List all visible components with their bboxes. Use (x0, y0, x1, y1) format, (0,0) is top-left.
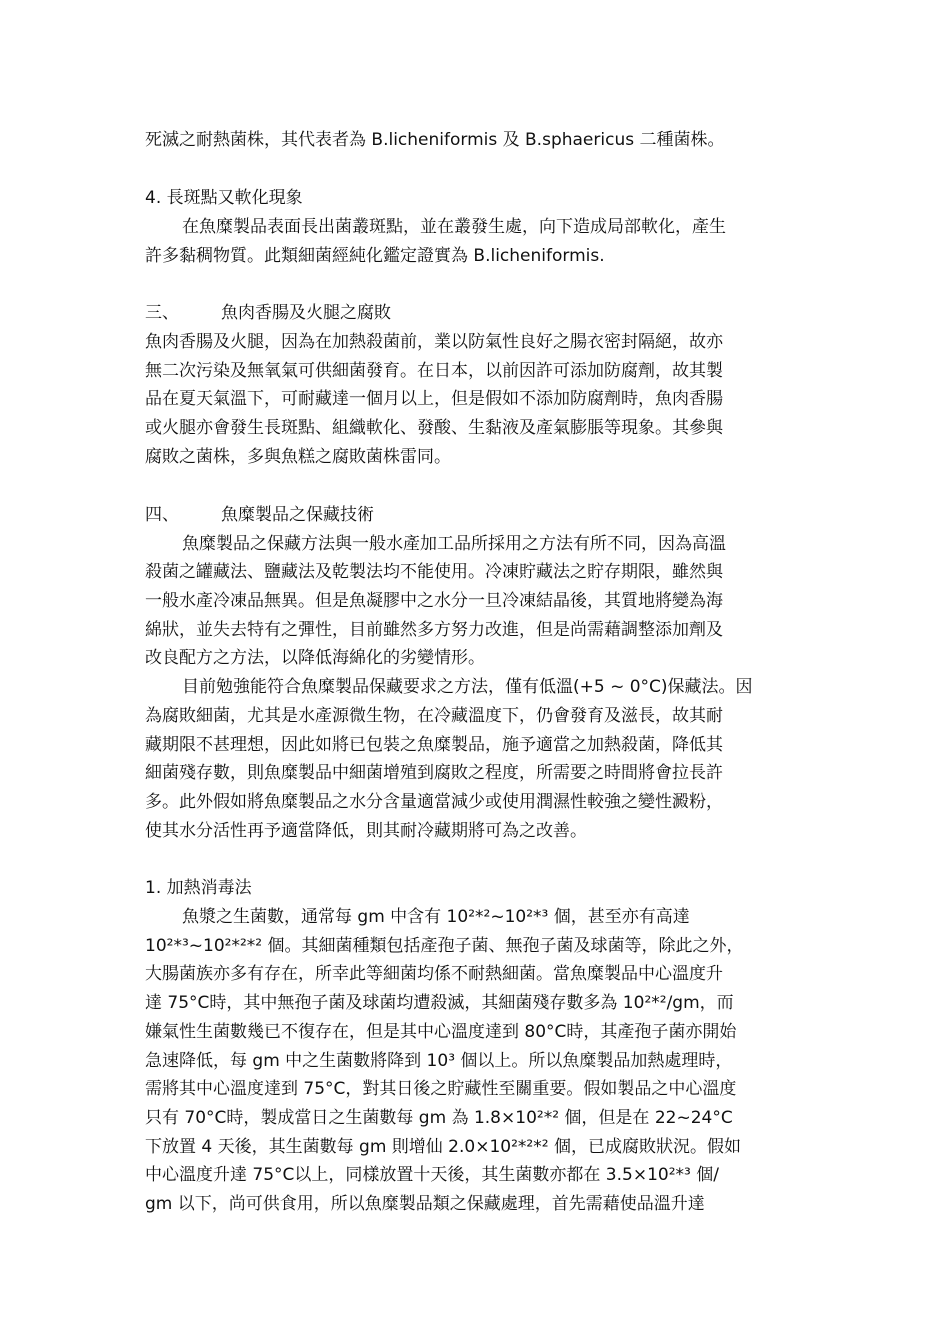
paragraph-line: 大腸菌族亦多有存在，所幸此等細菌均係不耐熱細菌。當魚糜製品中心溫度升 (145, 964, 723, 984)
paragraph-line: 達 75°C時，其中無孢子菌及球菌均遭殺滅，其細菌殘存數多為 10²*²/gm，而 (145, 993, 734, 1013)
paragraph-line: 下放置 4 天後，其生菌數每 gm 則增仙 2.0×10²*²*² 個，已成腐敗狀況。假如 (145, 1137, 741, 1157)
paragraph-line: 魚糜製品之保藏方法與一般水產加工品所採用之方法有所不同，因為高溫 (182, 534, 726, 554)
paragraph-line: 許多黏稠物質。此類細菌經純化鑑定證實為 B.licheniformis. (145, 246, 605, 266)
paragraph-line: 一般水產冷凍品無異。但是魚凝膠中之水分一旦冷凍結晶後，其質地將變為海 (145, 591, 723, 611)
paragraph-line: 中心溫度升達 75°C以上，同樣放置十天後，其生菌數亦都在 3.5×10²*³ 個/ (145, 1165, 719, 1185)
paragraph-line: 品在夏天氣溫下，可耐藏達一個月以上，但是假如不添加防腐劑時，魚肉香腸 (145, 389, 723, 409)
section-title: 魚糜製品之保藏技術 (221, 505, 374, 525)
section-number: 三、 (145, 303, 179, 323)
paragraph-line: 魚漿之生菌數，通常每 gm 中含有 10²*²~10²*³ 個，甚至亦有高達 (182, 907, 690, 927)
paragraph-line: 使其水分活性再予適當降低，則其耐冷藏期將可為之改善。 (145, 821, 587, 841)
paragraph-line: gm 以下，尚可供食用，所以魚糜製品類之保藏處理，首先需藉使品溫升達 (145, 1194, 705, 1214)
section-heading-4: 4. 長斑點又軟化現象 (145, 188, 303, 208)
paragraph-line: 急速降低，每 gm 中之生菌數將降到 10³ 個以上。所以魚糜製品加熱處理時， (145, 1051, 733, 1071)
section-heading-iv (145, 503, 825, 527)
paragraph-line: 目前勉強能符合魚糜製品保藏要求之方法，僅有低溫(+5 ~ 0°C)保藏法。因 (182, 677, 753, 697)
paragraph-line: 細菌殘存數，則魚糜製品中細菌增殖到腐敗之程度，所需要之時間將會拉長許 (145, 763, 723, 783)
paragraph-line: 魚肉香腸及火腿，因為在加熱殺菌前，業以防氣性良好之腸衣密封隔絕，故亦 (145, 332, 723, 352)
paragraph-line: 改良配方之方法，以降低海綿化的劣變情形。 (145, 648, 485, 668)
paragraph-line: 無二次污染及無氧氣可供細菌發育。在日本，以前因許可添加防腐劑，故其製 (145, 361, 723, 381)
paragraph-line: 殺菌之罐藏法、鹽藏法及乾製法均不能使用。冷凍貯藏法之貯存期限，雖然與 (145, 562, 723, 582)
intro-line: 死滅之耐熱菌株，其代表者為 B.licheniformis 及 B.sphaericus 二種菌株。 (145, 130, 725, 150)
paragraph-line: 腐敗之菌株，多與魚糕之腐敗菌株雷同。 (145, 447, 451, 467)
paragraph-line: 藏期限不甚理想，因此如將已包裝之魚糜製品，施予適當之加熱殺菌，降低其 (145, 735, 723, 755)
section-heading-1: 1. 加熱消毒法 (145, 878, 252, 898)
paragraph-line: 綿狀，並失去特有之彈性，目前雖然多方努力改進，但是尚需藉調整添加劑及 (145, 620, 723, 640)
paragraph-line: 或火腿亦會發生長斑點、組織軟化、發酸、生黏液及產氣膨脹等現象。其參與 (145, 418, 723, 438)
paragraph-line: 10²*³~10²*²*² 個。其細菌種類包括產孢子菌、無孢子菌及球菌等，除此之外， (145, 936, 744, 956)
paragraph-line: 嫌氣性生菌數幾已不復存在，但是其中心溫度達到 80°C時，其產孢子菌亦開始 (145, 1022, 737, 1042)
paragraph-line: 為腐敗細菌，尤其是水產源微生物，在冷藏溫度下，仍會發育及滋長，故其耐 (145, 706, 723, 726)
paragraph-line: 在魚糜製品表面長出菌叢斑點，並在叢發生處，向下造成局部軟化，產生 (182, 217, 726, 237)
paragraph-line: 多。此外假如將魚糜製品之水分含量適當減少或使用潤濕性較強之變性澱粉， (145, 792, 723, 812)
section-title: 魚肉香腸及火腿之腐敗 (221, 303, 391, 323)
section-number: 四、 (145, 505, 179, 525)
paragraph-line: 需將其中心溫度達到 75°C，對其日後之貯藏性至關重要。假如製品之中心溫度 (145, 1079, 737, 1099)
paragraph-line: 只有 70°C時，製成當日之生菌數每 gm 為 1.8×10²*² 個，但是在 22~24°C (145, 1108, 733, 1128)
section-heading-3 (145, 301, 825, 325)
